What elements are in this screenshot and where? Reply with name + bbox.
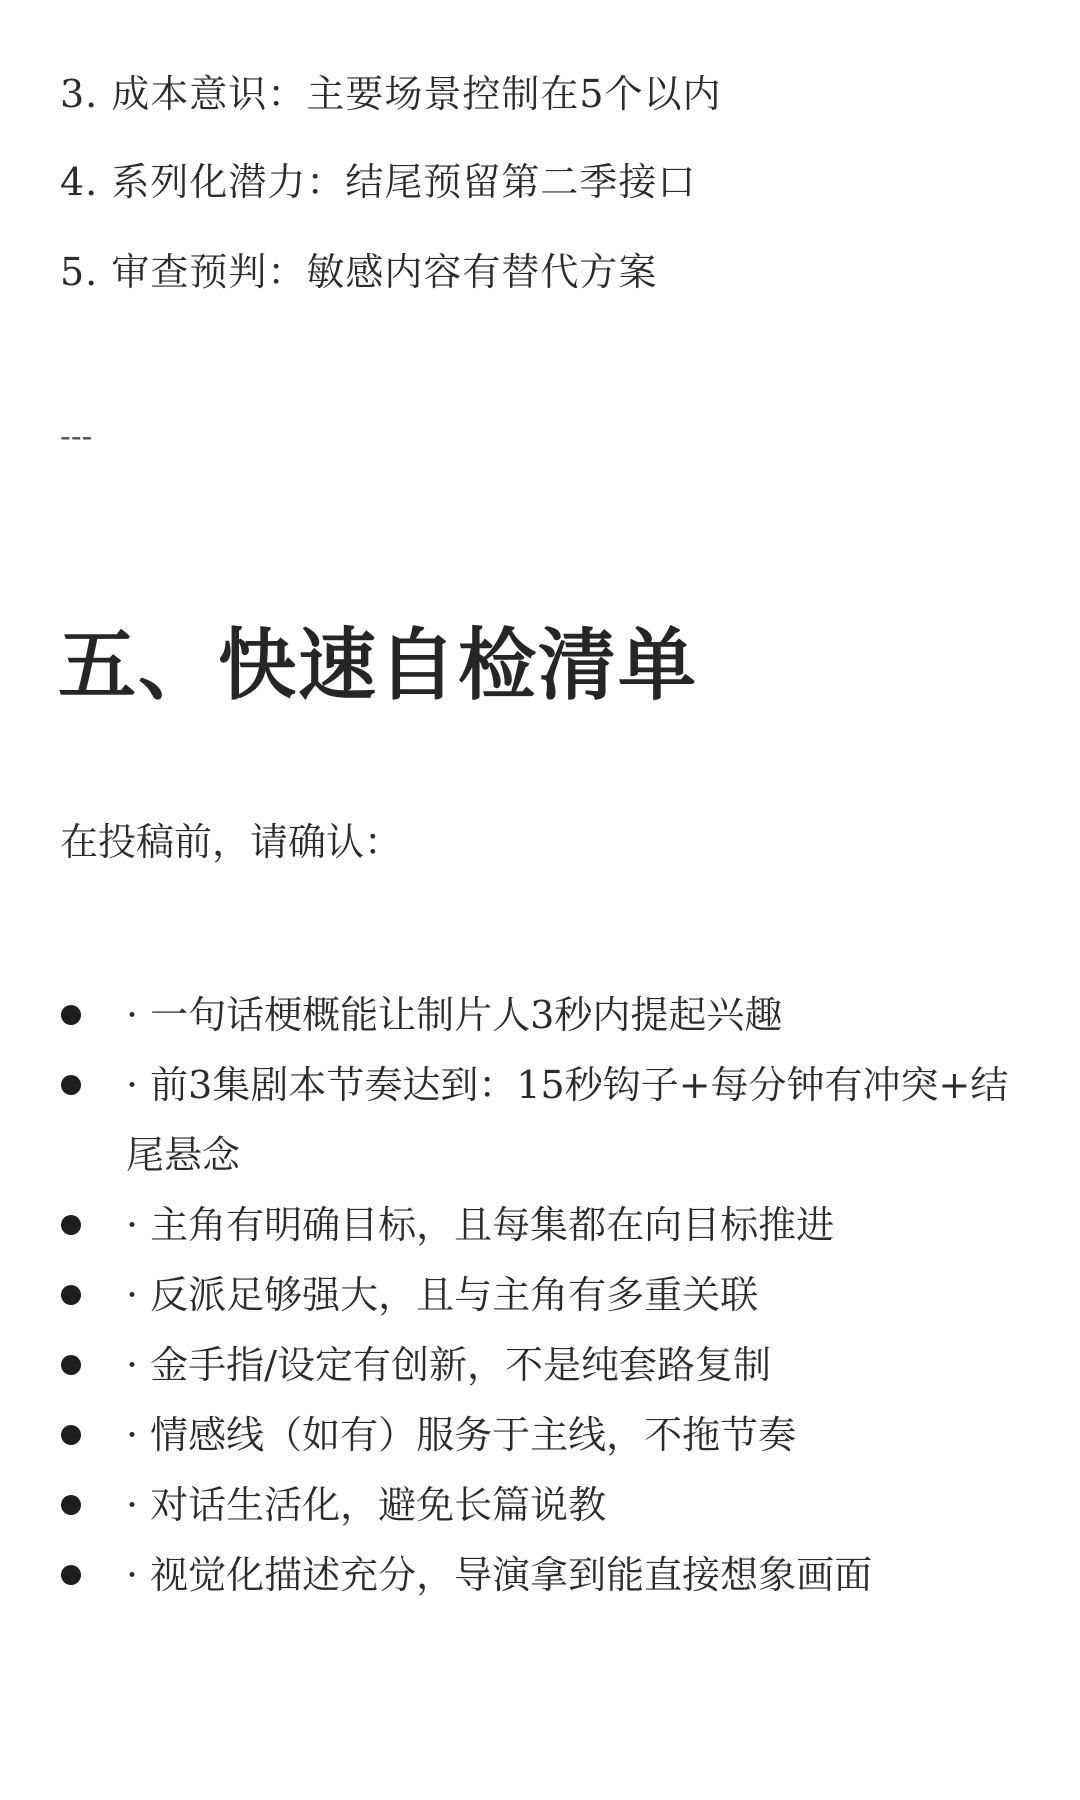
bullet-icon: [61, 1075, 81, 1095]
bullet-icon: [61, 1215, 81, 1235]
section-intro: 在投稿前，请确认：: [60, 820, 403, 864]
checklist-item-text: · 视觉化描述充分，导演拿到能直接想象画面: [126, 1553, 873, 1597]
checklist-item-text: · 反派足够强大，且与主角有多重关联: [126, 1273, 759, 1317]
checklist: [0, 980, 1080, 1610]
checklist-item: [0, 1190, 1026, 1260]
numbered-item-censorship-review: 5. 审查预判：敏感内容有替代方案: [60, 250, 658, 294]
bullet-icon: [61, 1355, 81, 1375]
checklist-item: [0, 1260, 1026, 1330]
checklist-item: [0, 1540, 1026, 1610]
bullet-icon: [61, 1565, 81, 1585]
checklist-item: [0, 980, 1026, 1050]
checklist-item: [0, 1050, 1026, 1190]
section-divider: ---: [60, 417, 93, 455]
checklist-item-text: · 对话生活化，避免长篇说教: [126, 1483, 607, 1527]
numbered-item-cost-awareness: 3. 成本意识：主要场景控制在5个以内: [60, 72, 722, 116]
checklist-item-text: · 一句话梗概能让制片人3秒内提起兴趣: [126, 993, 783, 1037]
numbered-item-series-potential: 4. 系列化潜力：结尾预留第二季接口: [60, 160, 697, 204]
checklist-item-text: · 金手指/设定有创新，不是纯套路复制: [126, 1343, 771, 1387]
section-heading: 五、快速自检清单: [58, 620, 699, 711]
checklist-item: [0, 1400, 1026, 1470]
checklist-item: [0, 1470, 1026, 1540]
checklist-item-text: · 情感线（如有）服务于主线，不拖节奏: [126, 1413, 797, 1457]
checklist-item-text: · 主角有明确目标，且每集都在向目标推进: [126, 1203, 835, 1247]
bullet-icon: [61, 1005, 81, 1025]
checklist-item: [0, 1330, 1026, 1400]
bullet-icon: [61, 1495, 81, 1515]
checklist-item-text: · 前3集剧本节奏达到：15秒钩子+每分钟有冲突+结尾悬念: [126, 1063, 1009, 1177]
bullet-icon: [61, 1425, 81, 1445]
bullet-icon: [61, 1285, 81, 1305]
